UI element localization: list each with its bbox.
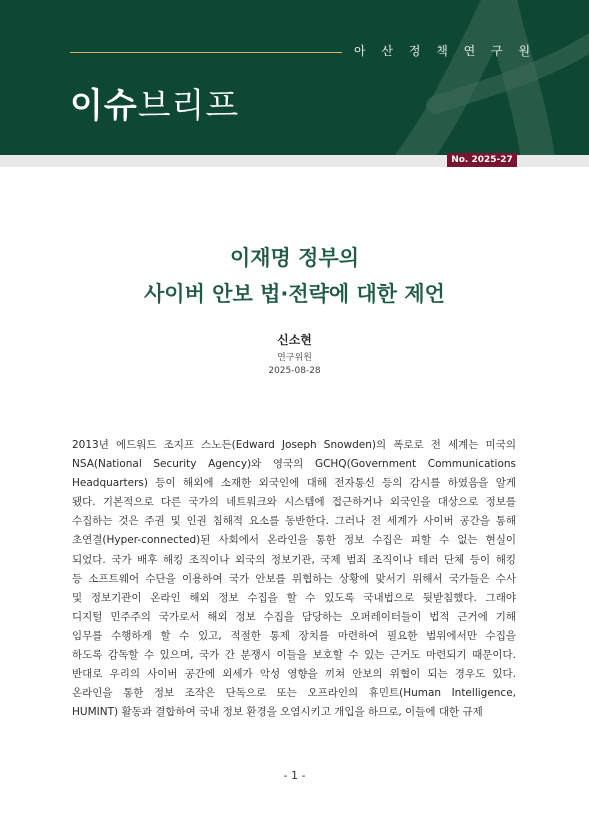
body-line: 됐다. 기본적으로 다른 국가의 네트워크와 시스템에 접근하거나 외국인을 대상으로 정보를: [72, 496, 516, 509]
body-line: 수집하는 것은 주권 및 인권 침해적 요소를 동반한다. 그러나 전 세계가 사이버 공간을 통해: [72, 515, 516, 528]
title-line-1: 이재명 정부의: [229, 246, 360, 270]
report-header: [0, 0, 589, 155]
body-line: 초연결(Hyper-connected)된 사회에서 온라인을 통한 정보 수집은 피할 수 없는 현실이: [72, 534, 516, 547]
brand-bold: 이슈: [70, 86, 138, 126]
body-line: 온라인을 통한 정보 조작은 단독으로 또는 오프라인의 휴민트(Human Intelligence,: [72, 687, 516, 700]
org-name: 아 산 정 책 연 구 원: [354, 44, 537, 58]
page-number: - 1 -: [283, 769, 306, 782]
body-line: 디지털 민주주의 국가로서 해외 정보 수집을 담당하는 오퍼레이터들이 법적 근거에 기해: [72, 610, 516, 623]
report-title: [0, 240, 589, 312]
author-name: 신소현: [277, 333, 312, 347]
header-rule: [70, 52, 342, 53]
body-line: 등 소프트웨어 수단을 이용하여 국가 안보를 위협하는 상황에 맞서기 위해서 국가들은 수사: [72, 572, 516, 585]
author-role: 연구위원: [277, 353, 312, 363]
publication-date: 2025-08-28: [268, 366, 321, 376]
body-line: HUMINT) 활동과 결합하여 국내 정보 환경을 오염시키고 개입을 하므로, 이들에 대한 규제: [72, 706, 483, 719]
body-paragraph: [72, 436, 516, 722]
asan-watermark-icon: [380, 0, 589, 155]
brand-light: 브리프: [137, 86, 240, 126]
body-line: 되었다. 국가 배후 해킹 조직이나 외국의 정보기관, 국제 범죄 조직이나 테러 단체 등이 해킹: [72, 553, 516, 566]
title-line-2: 사이버 안보 법·전략에 대한 제언: [144, 282, 445, 306]
body-line: 반대로 우리의 사이버 공간에 외세가 악성 영향을 끼쳐 안보의 위협이 되는 경우도 있다.: [72, 668, 516, 681]
body-line: NSA(National Security Agency)와 영국의 GCHQ(Government Communications: [72, 458, 516, 471]
body-line: 임무를 수행하게 할 수 있고, 적절한 통제 장치를 마련하여 필요한 범위에서만 수집을: [72, 629, 516, 642]
body-line: 하도록 감독할 수 있으며, 국가 간 분쟁시 이들을 보호할 수 있는 근거도 마련되기 때문이다.: [72, 649, 516, 662]
issue-number-badge: No. 2025-27: [447, 153, 517, 167]
body-line: 및 정보기관이 온라인 해외 정보 수집을 할 수 있도록 국내법으로 뒷받침했다. 그래야: [72, 591, 516, 604]
series-brand: [70, 78, 239, 127]
body-line: Headquarters) 등이 해외에 소재한 외국인에 대해 전자통신 등의 감시를 하였음을 알게: [72, 477, 516, 490]
body-line: 2013년 에드워드 조지프 스노든(Edward Joseph Snowden)의 폭로로 전 세계는 미국의: [72, 439, 516, 451]
